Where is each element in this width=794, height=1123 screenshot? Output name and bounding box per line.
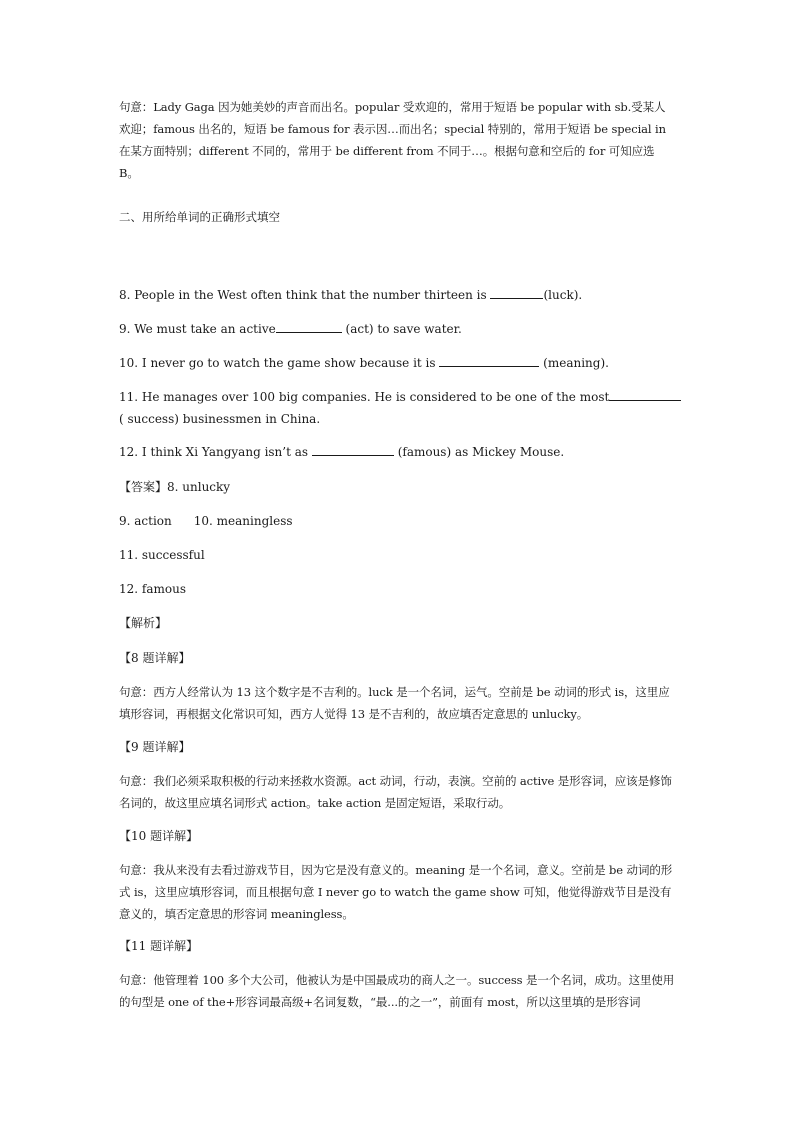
question-12-hint: (famous) as Mickey Mouse. [393,445,565,459]
answer-line-9-10 [119,510,293,532]
question-10-text: 10. I never go to watch the game show because it is [119,356,440,370]
question-9-text: 9. We must take an active [119,322,276,336]
question-11-hint: ( success) businessmen in China. [119,412,321,426]
detail-10-text: 句意：我从来没有去看过游戏节目，因为它是没有意义的。meaning 是一个名词，意义。空前是 be 动词的形式 is，这里应填形容词，而且根据句意 I never go to watch the game show 可知，他觉得游戏节目是没有意义的，填否定意思的形容词 meaningless。 [119,863,673,921]
question-10-hint: (meaning). [539,356,609,370]
question-8-text: 8. People in the West often think that the number thirteen is [119,288,491,302]
question-10 [119,352,675,374]
answer-12: 12. famous [119,582,186,596]
question-11-blank [609,386,681,401]
question-8-blank [490,284,543,299]
detail-9-text: 句意：我们必须采取积极的行动来拯救水资源。act 动词，行动，表演。空前的 active 是形容词，应该是修饰名词的，故这里应填名词形式 action。take action 是固定短语，采取行动。 [119,774,672,810]
question-8-hint: (luck). [543,288,583,302]
answer-9: 9. action [119,514,172,528]
answer-label: 【答案】 [119,480,168,494]
answer-11: 11. successful [119,548,205,562]
detail-11-text: 句意：他管理着 100 多个大公司，他被认为是中国最成功的商人之一。success 是一个名词，成功。这里使用的句型是 one of the+形容词最高级+名词复数，“最...的之一”，前面有 most，所以这里填的是形容词 [119,973,675,1009]
question-8 [119,284,675,306]
question-11-text: 11. He manages over 100 big companies. He is considered to be one of the most [119,390,610,404]
detail-9-title: 【9 题详解】 [119,740,191,754]
question-10-blank [439,352,539,367]
analysis-label: 【解析】 [119,616,168,630]
question-12-blank [312,441,394,456]
detail-10-title: 【10 题详解】 [119,829,199,843]
detail-8-text: 句意：西方人经常认为 13 这个数字是不吉利的。luck 是一个名词，运气。空前是 be 动词的形式 is，这里应填形容词，再根据文化常识可知，西方人觉得 13 是不吉利的，故应填否定意思的 unlucky。 [119,685,670,721]
intro-paragraph: 句意：Lady Gaga 因为她美妙的声音而出名。popular 受欢迎的，常用于短语 be popular with sb.受某人欢迎；famous 出名的，短语 be famous for 表示因…而出名；special 特别的，常用于短语 be special in 在某方面特别；different 不同的，常用于 be different from 不同于…。根据句意和空后的 for 可知应选 B。 [119,100,666,180]
question-11-continued [119,408,675,430]
question-11 [119,386,675,408]
detail-11-title: 【11 题详解】 [119,939,199,953]
question-12 [119,441,675,463]
question-12-text: 12. I think Xi Yangyang isn’t as [119,445,312,459]
answer-line-8 [119,476,230,498]
detail-8-title: 【8 题详解】 [119,651,191,665]
answer-8: 8. unlucky [167,480,231,494]
question-9-hint: (act) to save water. [341,322,462,336]
section-title: 二、用所给单词的正确形式填空 [119,210,280,224]
question-9 [119,318,675,340]
question-9-blank [276,318,342,333]
answer-10: 10. meaningless [193,514,293,528]
